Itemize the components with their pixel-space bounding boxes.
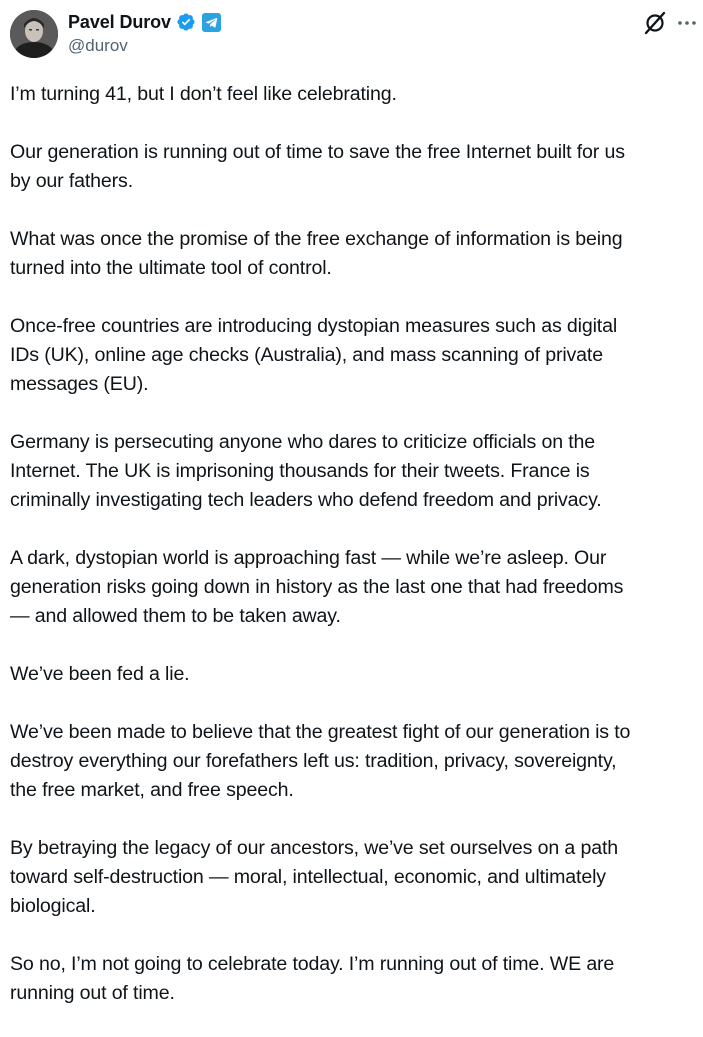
- more-icon[interactable]: [676, 10, 698, 36]
- telegram-icon[interactable]: [202, 13, 221, 32]
- tweet-paragraph: A dark, dystopian world is approaching fast — while we’re asleep. Our generation risks going down in history as the last one that had freedoms — and allowed them to be taken away.: [10, 547, 624, 627]
- avatar-portrait: [10, 10, 58, 58]
- tweet-paragraph: I’m turning 41, but I don’t feel like celebrating.: [10, 83, 397, 105]
- tweet-paragraph: Our generation is running out of time to save the free Internet built for us by our fathers.: [10, 141, 625, 192]
- tweet-paragraph: Germany is persecuting anyone who dares to criticize officials on the Internet. The UK is imprisoning thousands for their tweets. France is criminally investigating tech leaders who defend freedom and privacy.: [10, 431, 602, 511]
- tweet-paragraph: By betraying the legacy of our ancestors, we’ve set ourselves on a path toward self-destruction — moral, intellectual, economic, and ultimately biological.: [10, 837, 618, 917]
- tweet-paragraph: What was once the promise of the free exchange of information is being turned into the ultimate tool of control.: [10, 228, 623, 279]
- author-handle[interactable]: @durov: [68, 36, 128, 55]
- avatar[interactable]: [10, 10, 58, 58]
- tweet-paragraph: So no, I’m not going to celebrate today. I’m running out of time. WE are running out of time.: [10, 953, 615, 1004]
- tweet-paragraph: Once-free countries are introducing dystopian measures such as digital IDs (UK), online age checks (Australia), and mass scanning of private messages (EU).: [10, 315, 618, 395]
- tweet-text: [10, 80, 700, 1037]
- grok-icon[interactable]: [642, 10, 668, 36]
- verified-badge-icon: [176, 12, 196, 32]
- tweet-paragraph: We’ve been made to believe that the greatest fight of our generation is to destroy everything our forefathers left us: tradition, privacy, sovereignty, the free market, and free speech.: [10, 721, 631, 801]
- author-display-name[interactable]: Pavel Durov: [68, 11, 171, 32]
- tweet-header: [0, 0, 703, 74]
- tweet-paragraph: We’ve been fed a lie.: [10, 663, 190, 685]
- author-name-row: [68, 9, 221, 35]
